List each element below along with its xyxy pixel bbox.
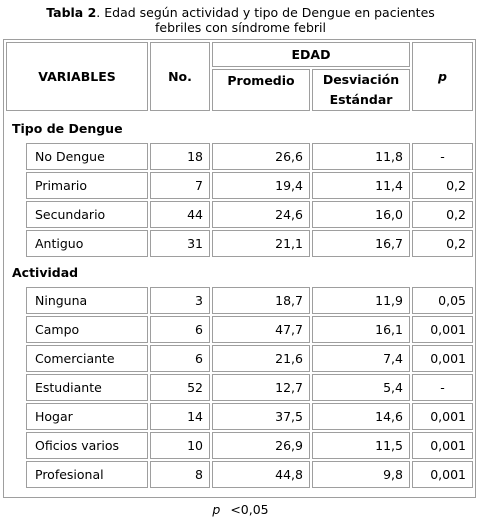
footnote-text: <0,05 [230,502,269,517]
cell-desviacion: 9,8 [312,461,410,488]
cell-promedio: 24,6 [212,201,310,228]
footnote [0,502,481,517]
cell-no: 3 [150,287,210,314]
cell-variable: Hogar [26,403,148,430]
header-variables: VARIABLES [6,42,148,111]
cell-promedio: 12,7 [212,374,310,401]
cell-desviacion: 16,0 [312,201,410,228]
cell-variable: Comerciante [26,345,148,372]
cell-p: 0,001 [412,316,473,343]
cell-desviacion: 16,1 [312,316,410,343]
cell-p: 0,001 [412,403,473,430]
caption-text-line2: febriles con síndrome febril [154,20,326,35]
cell-variable: Secundario [26,201,148,228]
cell-promedio: 26,6 [212,143,310,170]
cell-desviacion: 5,4 [312,374,410,401]
cell-no: 14 [150,403,210,430]
cell-promedio: 37,5 [212,403,310,430]
cell-variable: Oficios varios [26,432,148,459]
cell-desviacion: 11,8 [312,143,410,170]
cell-p: 0,2 [412,230,473,257]
cell-no: 10 [150,432,210,459]
cell-variable: Profesional [26,461,148,488]
cell-p: 0,2 [412,172,473,199]
cell-p: 0,001 [412,345,473,372]
cell-variable: Antiguo [26,230,148,257]
section-title: Tipo de Dengue [12,121,123,136]
header-edad: EDAD [212,42,410,67]
header-promedio: Promedio [212,69,310,111]
cell-desviacion: 11,4 [312,172,410,199]
cell-promedio: 21,1 [212,230,310,257]
cell-promedio: 18,7 [212,287,310,314]
cell-desviacion: 16,7 [312,230,410,257]
header-no: No. [150,42,210,111]
table-caption [0,5,481,35]
cell-no: 18 [150,143,210,170]
cell-promedio: 44,8 [212,461,310,488]
cell-no: 6 [150,345,210,372]
caption-text-line1: . Edad según actividad y tipo de Dengue en pacientes [96,5,435,20]
cell-no: 52 [150,374,210,401]
cell-desviacion: 7,4 [312,345,410,372]
cell-variable: Campo [26,316,148,343]
cell-p: - [412,374,473,401]
cell-desviacion: 11,5 [312,432,410,459]
cell-variable: No Dengue [26,143,148,170]
cell-desviacion: 11,9 [312,287,410,314]
cell-p: - [412,143,473,170]
footnote-p: p [212,502,221,517]
cell-p: 0,001 [412,461,473,488]
cell-no: 8 [150,461,210,488]
cell-variable: Primario [26,172,148,199]
caption-label: Tabla 2 [46,5,97,20]
cell-no: 7 [150,172,210,199]
cell-no: 6 [150,316,210,343]
cell-promedio: 47,7 [212,316,310,343]
cell-desviacion: 14,6 [312,403,410,430]
cell-p: 0,05 [412,287,473,314]
cell-p: 0,001 [412,432,473,459]
data-table [3,39,476,498]
cell-no: 44 [150,201,210,228]
cell-no: 31 [150,230,210,257]
cell-promedio: 26,9 [212,432,310,459]
cell-variable: Ninguna [26,287,148,314]
cell-p: 0,2 [412,201,473,228]
header-desviacion: Desviación Estándar [312,69,410,111]
header-p: p [412,42,473,111]
cell-promedio: 21,6 [212,345,310,372]
cell-variable: Estudiante [26,374,148,401]
section-title: Actividad [12,265,79,280]
cell-promedio: 19,4 [212,172,310,199]
